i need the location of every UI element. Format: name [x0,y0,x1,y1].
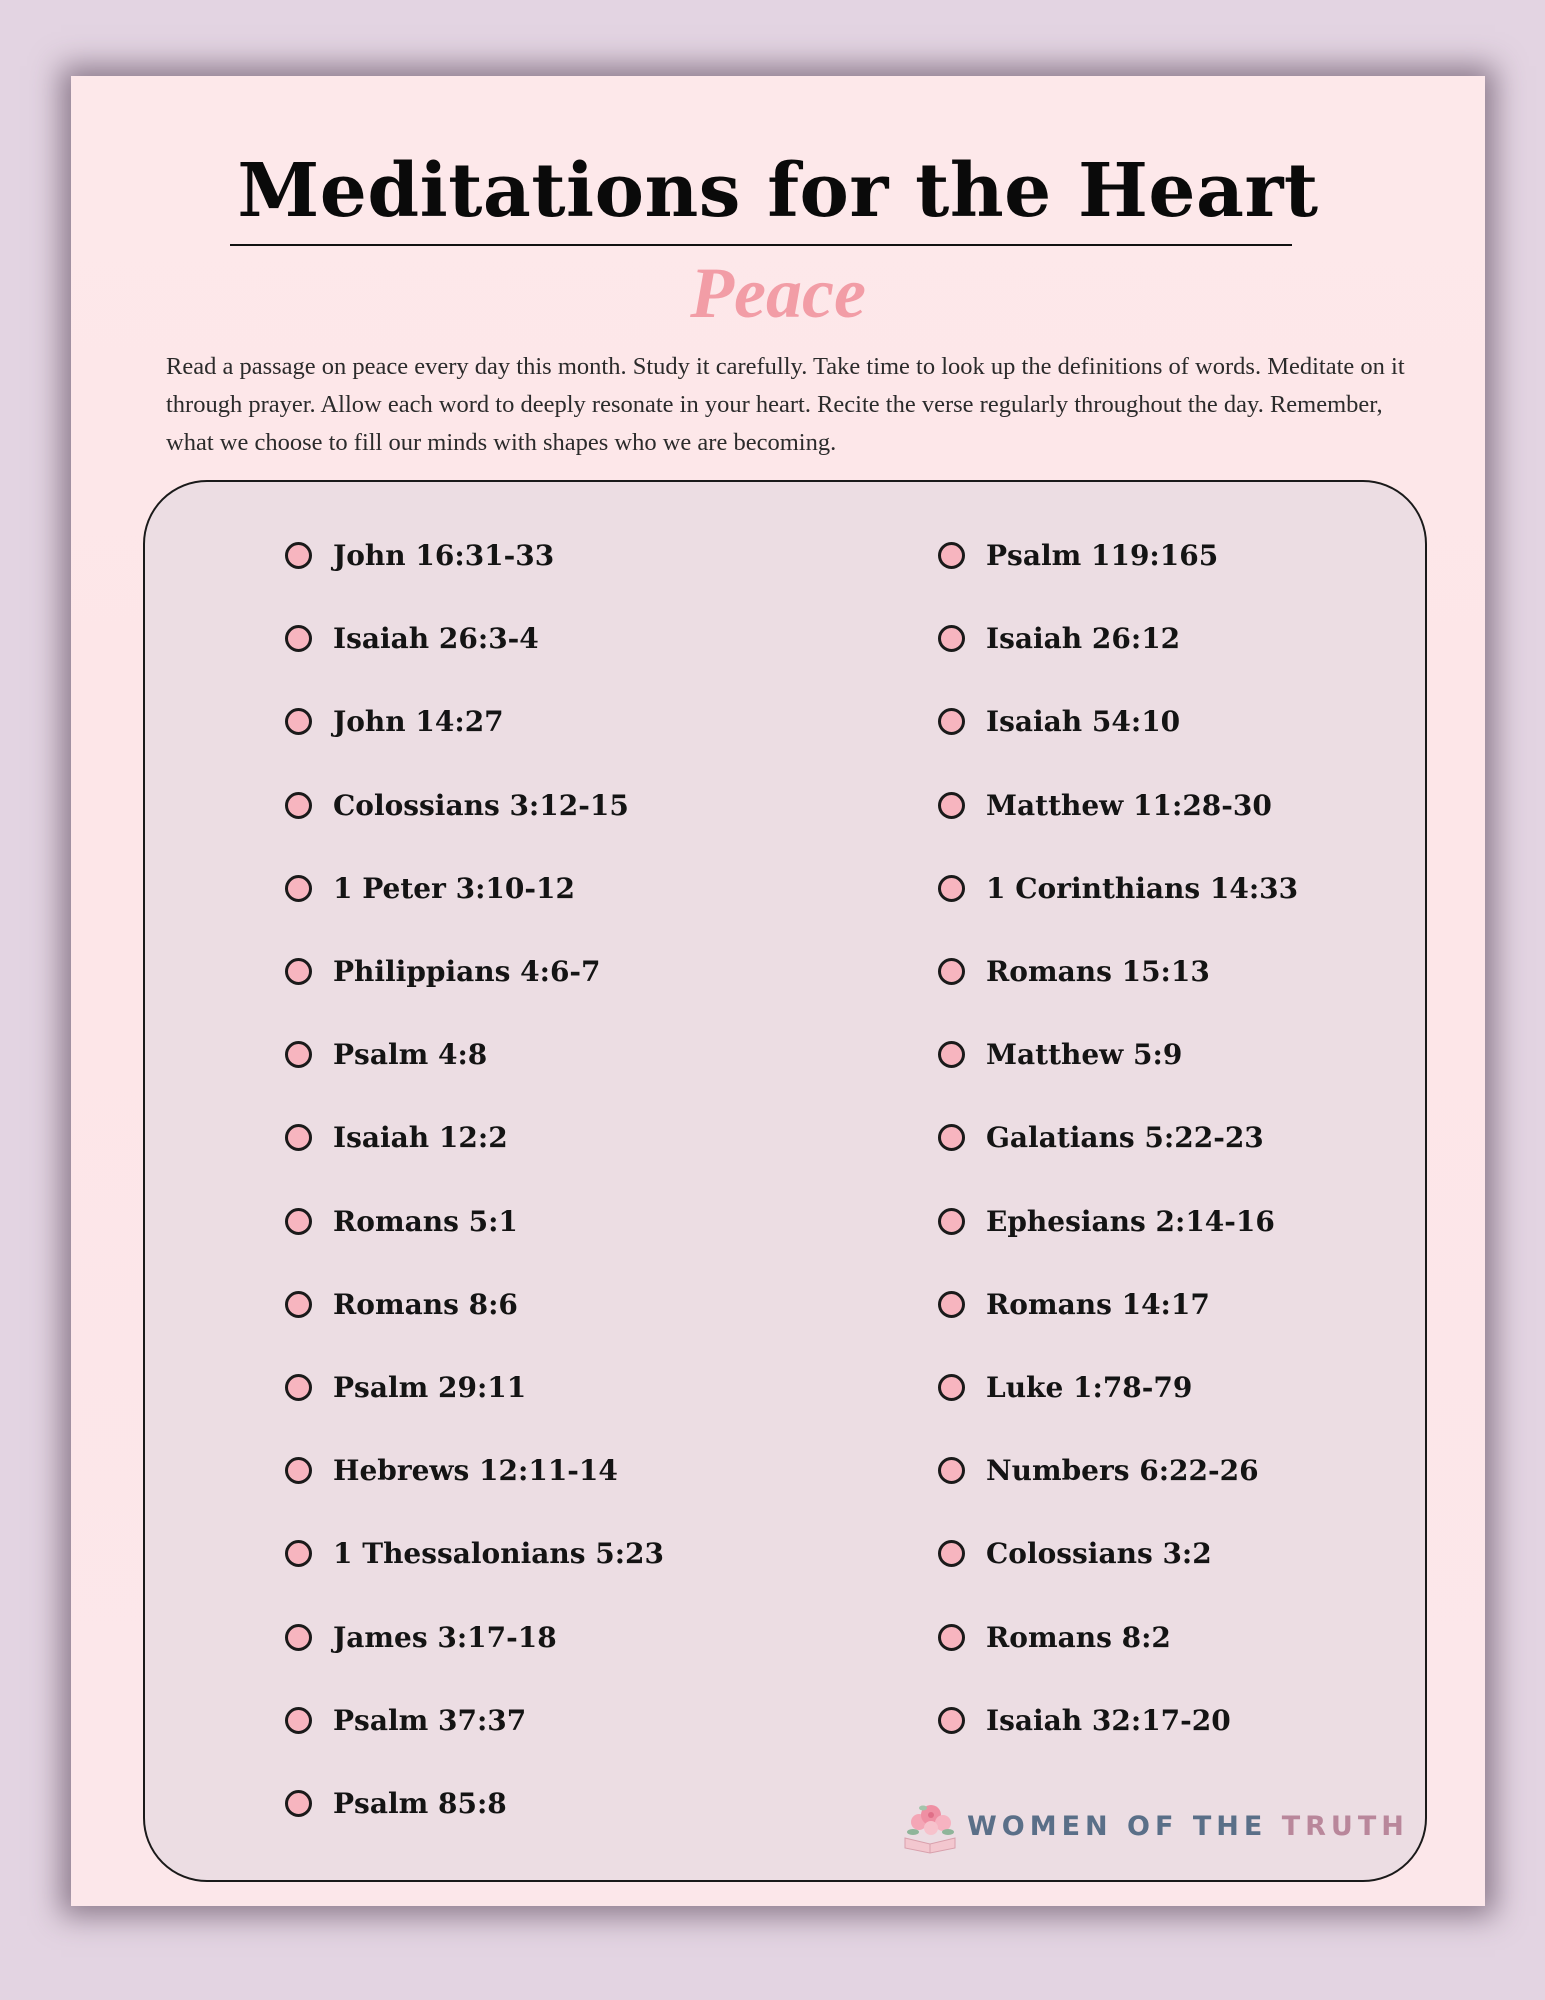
passage-item[interactable] [285,1762,664,1845]
passage-item[interactable] [285,680,664,763]
intro-paragraph: Read a passage on peace every day this month. Study it carefully. Take time to look up the definitions of words. Meditate on it through prayer. Allow each word to deeply resonate in your heart. Recite the verse regularly throughout the day. Remember, what we choose to fill our minds with shapes who we are becoming. [166,353,1405,456]
passage-label: Psalm 85:8 [333,1786,507,1820]
checkbox-circle[interactable] [938,792,965,819]
checkbox-circle[interactable] [285,875,312,902]
passage-label: Isaiah 26:12 [986,622,1181,656]
passage-label: Isaiah 26:3-4 [333,622,539,656]
checkbox-circle[interactable] [938,708,965,735]
passage-column-right [938,514,1298,1762]
checkbox-circle[interactable] [938,625,965,652]
checkbox-circle[interactable] [285,1624,312,1651]
checkbox-circle[interactable] [938,1124,965,1151]
passage-label: Romans 8:6 [333,1287,518,1321]
passage-item[interactable] [938,1263,1298,1346]
passage-item[interactable] [938,1180,1298,1263]
passage-item[interactable] [285,597,664,680]
passage-item[interactable] [938,514,1298,597]
passage-label: Luke 1:78-79 [986,1370,1193,1404]
passage-label: Isaiah 12:2 [333,1121,508,1155]
passage-label: Galatians 5:22-23 [986,1121,1264,1155]
passage-item[interactable] [285,847,664,930]
checkbox-circle[interactable] [938,1291,965,1318]
passage-item[interactable] [938,1512,1298,1595]
page-subtitle: Peace [690,253,866,333]
checkbox-circle[interactable] [938,1374,965,1401]
passage-item[interactable] [285,1679,664,1762]
passage-item[interactable] [285,1512,664,1595]
passage-item[interactable] [285,1429,664,1512]
passage-label: Romans 8:2 [986,1620,1171,1654]
passage-label: Psalm 29:11 [333,1370,527,1404]
passage-label: Romans 14:17 [986,1287,1210,1321]
checkbox-circle[interactable] [285,1540,312,1567]
passage-label: Colossians 3:12-15 [333,788,629,822]
checkbox-circle[interactable] [285,1707,312,1734]
passage-item[interactable] [285,1013,664,1096]
checkbox-circle[interactable] [285,625,312,652]
passage-item[interactable] [285,1346,664,1429]
passage-label: Matthew 11:28-30 [986,788,1272,822]
passage-item[interactable] [285,1096,664,1179]
checkbox-circle[interactable] [285,708,312,735]
page-title: Meditations for the Heart [237,148,1319,234]
checkbox-circle[interactable] [285,792,312,819]
passage-label: 1 Peter 3:10-12 [333,871,575,905]
checkbox-circle[interactable] [285,1790,312,1817]
passage-label: Psalm 4:8 [333,1038,488,1072]
passage-label: 1 Thessalonians 5:23 [333,1537,665,1571]
checkbox-circle[interactable] [285,542,312,569]
brand-name-accent: TRUTH [1281,1810,1409,1842]
passage-item[interactable] [285,1263,664,1346]
passage-label: Ephesians 2:14-16 [986,1204,1275,1238]
passage-item[interactable] [938,1013,1298,1096]
brand-name [967,1811,1409,1842]
brand-name-main: WOMEN OF THE [967,1810,1268,1842]
passage-item[interactable] [938,764,1298,847]
passage-label: Isaiah 32:17-20 [986,1703,1231,1737]
passage-item[interactable] [938,1595,1298,1678]
passage-label: John 16:31-33 [333,539,555,573]
passage-item[interactable] [285,930,664,1013]
passage-label: Matthew 5:9 [986,1038,1183,1072]
checkbox-circle[interactable] [285,1457,312,1484]
checkbox-circle[interactable] [938,1540,965,1567]
worksheet-page [71,76,1485,1906]
passage-item[interactable] [938,930,1298,1013]
passage-label: James 3:17-18 [333,1620,557,1654]
passage-column-left [285,514,664,1845]
passage-item[interactable] [285,1180,664,1263]
passage-label: Romans 5:1 [333,1204,518,1238]
passage-label: Psalm 119:165 [986,539,1219,573]
passage-item[interactable] [938,680,1298,763]
passage-item[interactable] [285,1595,664,1678]
checkbox-circle[interactable] [938,1208,965,1235]
checkbox-circle[interactable] [285,1124,312,1151]
passage-item[interactable] [938,1679,1298,1762]
checkbox-circle[interactable] [285,958,312,985]
passage-item[interactable] [938,1346,1298,1429]
checkbox-circle[interactable] [285,1041,312,1068]
passage-item[interactable] [938,1096,1298,1179]
checkbox-circle[interactable] [938,1624,965,1651]
passage-label: Numbers 6:22-26 [986,1454,1259,1488]
passage-item[interactable] [285,764,664,847]
passage-checklist-card [143,480,1427,1882]
checkbox-circle[interactable] [938,1457,965,1484]
passage-label: Hebrews 12:11-14 [333,1454,618,1488]
passage-label: 1 Corinthians 14:33 [986,871,1299,905]
checkbox-circle[interactable] [938,542,965,569]
passage-item[interactable] [285,514,664,597]
passage-label: Romans 15:13 [986,955,1210,989]
passage-label: John 14:27 [333,705,504,739]
passage-item[interactable] [938,1429,1298,1512]
passage-label: Isaiah 54:10 [986,705,1181,739]
passage-label: Colossians 3:2 [986,1537,1212,1571]
title-underline [230,244,1292,246]
checkbox-circle[interactable] [938,958,965,985]
checkbox-circle[interactable] [285,1374,312,1401]
checkbox-circle[interactable] [938,1041,965,1068]
passage-label: Psalm 37:37 [333,1703,527,1737]
checkbox-circle[interactable] [285,1208,312,1235]
checkbox-circle[interactable] [938,875,965,902]
brand-logo [901,1798,1409,1854]
passage-item[interactable] [938,847,1298,930]
passage-label: Philippians 4:6-7 [333,955,601,989]
passage-item[interactable] [938,597,1298,680]
checkbox-circle[interactable] [285,1291,312,1318]
book-flower-icon [901,1798,959,1854]
checkbox-circle[interactable] [938,1707,965,1734]
